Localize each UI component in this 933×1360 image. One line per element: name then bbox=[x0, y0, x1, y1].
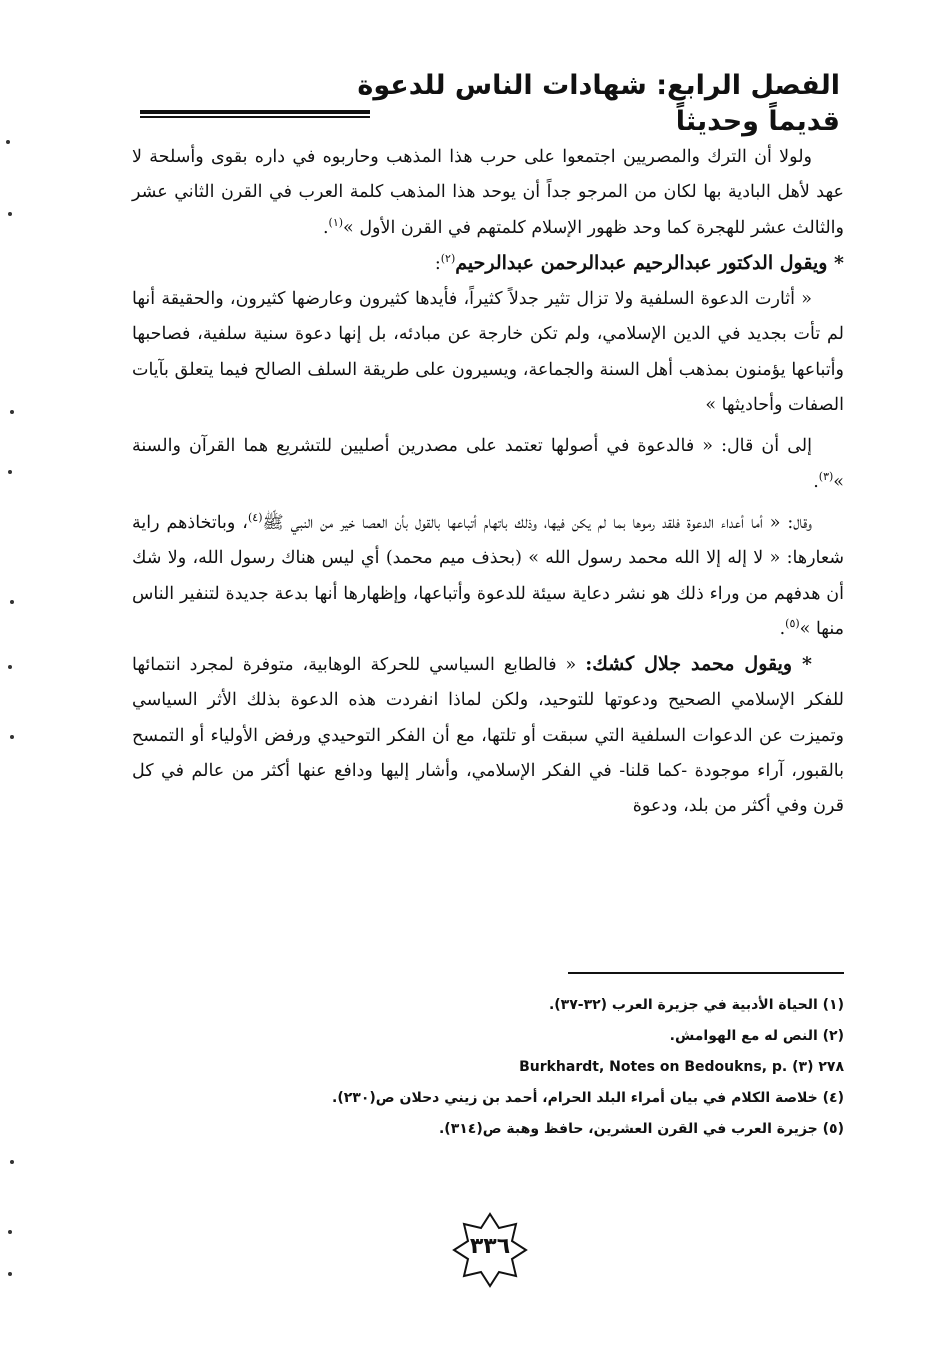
paragraph-5-text-b: ، وباتخاذهم راية شعارها: « لا إله إلا الله محمد رسول الله » (بحذف ميم محمد) أي ليس هناك رسول الله، ولا شك أن هدفهم من وراء ذلك هو نشر دعاية سيئة للدعوة وأتباعها، وإظهارها أنها بدعة جديدة لتنفير الناس منها » bbox=[132, 512, 844, 639]
footnote-1: (١) الحياة الأدبية في جزيرة العرب (٣٢-٣٧). bbox=[548, 997, 844, 1013]
body-text bbox=[132, 140, 844, 825]
page-number: ٣٣٦ bbox=[469, 1234, 511, 1259]
paragraph-3: « أثارت الدعوة السلفية ولا تزال تثير جدلاً كثيراً، فأيدها كثيرون وعارضها كثيرون، والحقيقة أنها لم تأت بجديد في الدين الإسلامي، ولم تكن خارجة عن مبادئه، بل إنها دعوة سنية سلفية، فصاحبها وأتباعها يؤمنون بمذهب أهل السنة والجماعة، ويسيرون على طريقة السلف الصالح فيما يتعلق بآيات الصفات وأحاديثها » bbox=[132, 289, 844, 416]
footnote-ref-4: (٤) bbox=[247, 511, 263, 525]
footnote-ref-5: (٥) bbox=[785, 617, 800, 631]
paragraph-5: وقال: « أما أعداء الدعوة فلقد رموها بما لم يكن فيها، وذلك باتهام أتباعها بالقول بأن العصا خير من النبي ﷺ$^{(٤)}$، وباتخاذهم راية شعارها: « لا إله إلا الله محمد رسول الله » (بحذف ميم محمد) أي ليس هناك رسول الله، ولا شك أن هدفهم من وراء ذلك هو نشر دعاية سيئة للدعوة وأتباعها، وإظهارها أنها بدعة جديدة لتنفير الناس منها »$^{(٥)}$. bbox=[132, 511, 844, 639]
footnote-ref-3: (٣) bbox=[818, 469, 834, 483]
paragraph-6-text: « فالطابع السياسي للحركة الوهابية، متوفرة لمجرد انتمائها للفكر الإسلامي الصحيح ودعوتها للتوحيد، ولكن لماذا انفردت هذه الدعوة بذلك الأثر السياسي وتميزت عن الدعوات السلفية التي سبقت أو تلتها، مع أن الفكر التوحيدي ورفض الأولياء أو التمسح بالقبور، آراء موجودة -كما قلنا- في الفكر الإسلامي، وأشار إليها ودافع عنها أكثر من عالم في كل قرن وفي أكثر من بلد، ودعوة bbox=[132, 655, 844, 817]
scan-mark bbox=[8, 1272, 12, 1276]
scan-mark bbox=[10, 1160, 14, 1164]
scan-mark bbox=[8, 212, 12, 216]
scan-mark bbox=[8, 665, 12, 669]
paragraph-4: إلى أن قال: « فالدعوة في أصولها تعتمد على مصدرين أصليين للتشريع هما القرآن والسنة »$^{(٣)}$. bbox=[132, 436, 844, 492]
footnote-ref-2: (٢) bbox=[440, 252, 456, 266]
paragraph-6 bbox=[132, 647, 844, 824]
scan-mark bbox=[6, 140, 10, 144]
running-header: الفصل الرابع: شهادات الناس للدعوة قديماً وحديثاً bbox=[357, 70, 840, 137]
header-rule bbox=[140, 110, 370, 118]
speaker-kishk: * ويقول محمد جلال كشك: bbox=[585, 653, 812, 676]
footnote-5: (٥) جزيرة العرب في القرن العشرين، حافظ وهبة ص(٣١٤). bbox=[438, 1121, 844, 1137]
footnote-3-text: Burkhardt, Notes on Bedoukns, p. ٢٧٨ (٣) bbox=[519, 1059, 844, 1075]
scan-mark bbox=[8, 470, 12, 474]
footnote-4: (٤) خلاصة الكلام في بيان أمراء البلد الحرام، أحمد بن زيني دحلان ص(٢٣٠). bbox=[332, 1090, 844, 1106]
scan-mark bbox=[10, 410, 14, 414]
speaker-abdulrahim: * ويقول الدكتور عبدالرحيم عبدالرحمن عبدالرحيم bbox=[455, 251, 844, 274]
scan-mark bbox=[10, 735, 14, 739]
scan-mark bbox=[8, 1230, 12, 1234]
scan-mark bbox=[10, 600, 14, 604]
footnote-ref-1: (١) bbox=[328, 215, 344, 229]
colon: : bbox=[434, 253, 441, 274]
paragraph-5-text-a: وقال: « أما أعداء الدعوة فلقد رموها بما لم يكن فيها، وذلك باتهام أتباعها بالقول بأن العصا خير من النبي ﷺ bbox=[262, 512, 812, 533]
paragraph-1-text: ولولا أن الترك والمصريين اجتمعوا على حرب هذا المذهب وحاربوه في داره بقوى وأسلحة لا عهد لأهل البادية بها لكان من المرجو جداً أن يوحد هذا المذهب كلمة العرب في القرن الثاني عشر والثالث عشر للهجرة كما وحد ظهور الإسلام كلمتهم في القرن الأول » bbox=[132, 147, 844, 238]
footnote-rule bbox=[568, 972, 844, 974]
footnote-3 bbox=[300, 1052, 844, 1083]
paragraph-1: ولولا أن الترك والمصريين اجتمعوا على حرب هذا المذهب وحاربوه في داره بقوى وأسلحة لا عهد لأهل البادية بها لكان من المرجو جداً أن يوحد هذا المذهب كلمة العرب في القرن الثاني عشر والثالث عشر للهجرة كما وحد ظهور الإسلام كلمتهم في القرن الأول »$^{(١)}$. bbox=[132, 147, 844, 238]
footnote-2: (٢) النص له مع الهوامش. bbox=[669, 1028, 844, 1044]
page-number-ornament bbox=[452, 1212, 528, 1288]
paragraph-2-heading bbox=[132, 246, 844, 282]
footnotes bbox=[300, 990, 844, 1145]
paragraph-4-text: إلى أن قال: « فالدعوة في أصولها تعتمد على مصدرين أصليين للتشريع هما القرآن والسنة » bbox=[132, 436, 844, 492]
